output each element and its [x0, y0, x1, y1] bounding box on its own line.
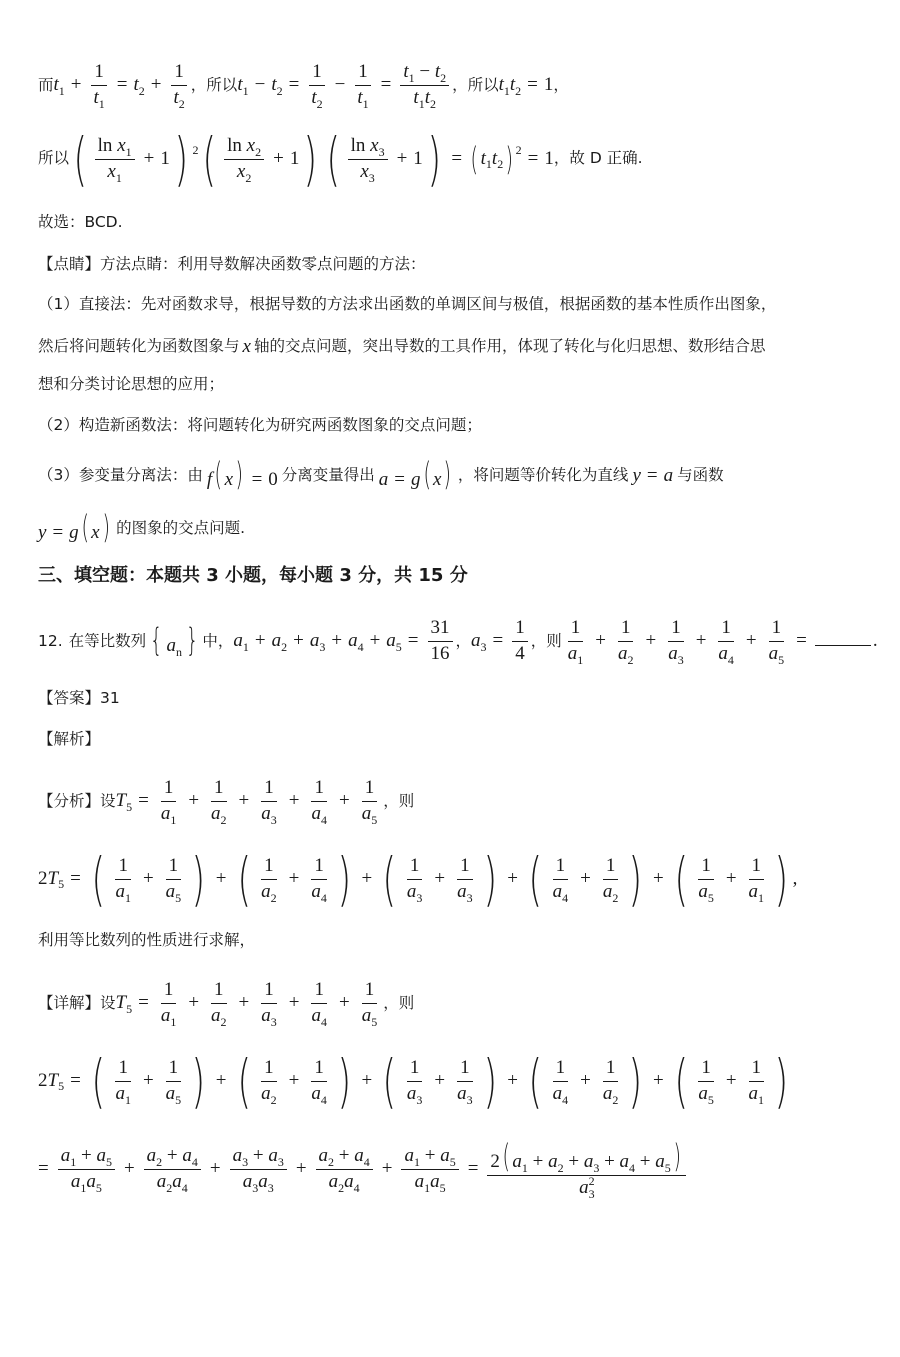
- question-number: 12.: [38, 631, 63, 650]
- fenxi-label: 【分析】: [38, 791, 101, 810]
- tip-item-3-cont: [38, 508, 866, 547]
- equation-t1-minus-t2: $t_1 - t_2$ = $\frac{1}{t_2}$ − $\frac{1}{t_1}$ = $\frac{t_1 - t_2}{t_1t_2}$: [237, 62, 452, 109]
- text-d-correct: ，故 D 正确.: [553, 149, 643, 168]
- fenxi-set: 设: [100, 791, 116, 810]
- xiangjie-then: ，则: [383, 993, 415, 1012]
- equation-combined-fractions: = $\frac{a_1 + a_5}{a_1a_5}$ + $\frac{a_2 + a_4}{a_2a_4}$ + $\frac{a_3 + a_3}{a_3a_3}$ + $\frac{a_2 + a_4}{a_2a_4}$ + $\frac{a_1 + a_5}{a_1a_5}$ = $\frac{2( a_1 + a_2 + a_3 + a_4 + a_5)}{a_3^2}$: [38, 1140, 689, 1199]
- answer-blank: [815, 627, 871, 646]
- text-suoyi-1: ，所以: [190, 75, 238, 94]
- xiangjie-2T5-line: [38, 1047, 866, 1115]
- tip-item-3d: 与函数: [677, 465, 724, 484]
- tip-item-3: [38, 455, 866, 494]
- tip-item-3b: 分离变量得出: [281, 465, 375, 484]
- tip-item-1d: 想和分类讨论思想的应用；: [38, 375, 225, 393]
- equation-t1-t2: $t_1$ + $\frac{1}{t_1}$ = $t_2$ + $\frac{1}{t_2}$: [54, 62, 191, 109]
- tip-item-3a: （3）参变量分离法：由: [38, 465, 203, 484]
- xiangjie-set: 设: [100, 993, 116, 1012]
- fenxi-2T5-line: [38, 845, 866, 913]
- tip-item-1a: （1）直接法：先对函数求导，根据导数的方法求出函数的单调区间与极值，根据函数的基本性质作出图象，: [38, 295, 777, 313]
- var-x: x: [242, 336, 251, 357]
- answer-value: 31: [100, 689, 120, 707]
- question-12: [38, 617, 878, 667]
- question-text-c: ，: [455, 631, 472, 650]
- text-suoyi: 所以: [38, 149, 70, 168]
- equation-y-eq-gx: y = g( x): [38, 508, 110, 546]
- equation-a-eq-gx: a = g( x): [378, 455, 452, 493]
- equation-a3: $a_3$ = $\frac{1}{4}$: [471, 618, 531, 665]
- xiangjie-line: [38, 980, 866, 1027]
- tip-label: 【点睛】: [38, 255, 101, 273]
- question-text-a: 在等比数列: [68, 631, 147, 650]
- analysis-label: 【解析】: [38, 730, 101, 748]
- tip-item-2: （2）构造新函数法：将问题转化为研究两函数图象的交点问题；: [38, 416, 482, 434]
- equation-ln-product: ( $\frac{\ln x_1}{x_1}$ + 1 ) 2 ( $\frac{\ln x_2}{x_2}$ + 1 ) ( $\frac{\ln x_3}{x_3}$ + 1 ) = ( t 1 t 2 ) 2 = 1: [73, 125, 554, 193]
- equation-sum-a: $a_1 + a_2 + a_3 + a_4 + a_5$ = $\frac{31}{16}$: [233, 618, 455, 665]
- equation-fx-eq-0: f( x) = 0: [206, 455, 278, 493]
- equation-2T5-pairs-2: 2 T 5 = ( $\frac{1}{a_1}$ + $\frac{1}{a_5}$ ) + ( $\frac{1}{a_2}$ + $\frac{1}{a_4}$ ) + ( $\frac{1}{a_3}$ + $\frac{1}{a_3}$ ) + ( $\frac{1}{a_4}$ + $\frac{1}{a_2}$ ) + ( $\frac{1}{a_5}$ + $\frac{1}{a_1}$ ): [38, 1047, 789, 1115]
- tip-item-3c: ，将问题等价转化为直线: [457, 465, 629, 484]
- derivation-line-2: [38, 125, 866, 193]
- tip-item-1c-text: 轴的交点问题，突出导数的工具作用，体现了转化与化归思想、数形结合思: [253, 337, 766, 356]
- tip-item-1b: [38, 334, 866, 361]
- equation-2T5-pairs: 2 T 5 = ( $\frac{1}{a_1}$ + $\frac{1}{a_5}$ ) + ( $\frac{1}{a_2}$ + $\frac{1}{a_4}$ ) + ( $\frac{1}{a_3}$ + $\frac{1}{a_3}$ ) + ( $\frac{1}{a_4}$ + $\frac{1}{a_2}$ ) + ( $\frac{1}{a_5}$ + $\frac{1}{a_1}$ ) ,: [38, 845, 798, 913]
- xiangjie-sum-line: [38, 1137, 866, 1201]
- equation-T5-def-2: $T_5$ = $\frac{1}{a_1}$ + $\frac{1}{a_2}$ + $\frac{1}{a_3}$ + $\frac{1}{a_4}$ + $\frac{1}{a_5}$: [115, 979, 378, 1029]
- derivation-line-1: [38, 62, 866, 109]
- tip-text: 方法点睛：利用导数解决函数零点问题的方法：: [100, 255, 426, 273]
- method-text: 利用等比数列的性质进行求解，: [38, 931, 256, 949]
- question-text-b: 中，: [202, 631, 234, 650]
- text-er: 而: [38, 75, 54, 94]
- equation-y-eq-a: y = a: [632, 464, 674, 486]
- equation-t1t2-eq-1: $t_1t_2 = 1$: [498, 74, 554, 99]
- text-suoyi-2: ，所以: [452, 75, 499, 94]
- answer-line: [38, 688, 866, 710]
- question-text-d: ，则: [530, 631, 562, 650]
- section-title: 三、填空题：本题共 3 小题，每小题 3 分，共 15 分: [38, 565, 468, 586]
- answer-label: 【答案】: [38, 689, 101, 707]
- fenxi-then: ，则: [383, 791, 415, 810]
- equation-T5-def: $T_5$ = $\frac{1}{a_1}$ + $\frac{1}{a_2}$ + $\frac{1}{a_3}$ + $\frac{1}{a_4}$ + $\frac{1}{a_5}$: [115, 777, 378, 827]
- answer-choice: 故选：BCD.: [38, 213, 123, 231]
- fenxi-line: [38, 778, 866, 825]
- xiangjie-label: 【详解】: [38, 993, 101, 1012]
- sequence-an: { $a_n$ }: [150, 620, 199, 659]
- tip-item-1b-text: 然后将问题转化为函数图象与: [38, 337, 240, 356]
- tip-line: [38, 254, 866, 276]
- text-comma: ，: [553, 75, 569, 94]
- tip-item-3e: 的图象的交点问题.: [116, 518, 245, 537]
- equation-reciprocal-sum: $\frac{1}{a_1}$ + $\frac{1}{a_2}$ + $\frac{1}{a_3}$ + $\frac{1}{a_4}$ + $\frac{1}{a_5}$ = .: [567, 617, 878, 667]
